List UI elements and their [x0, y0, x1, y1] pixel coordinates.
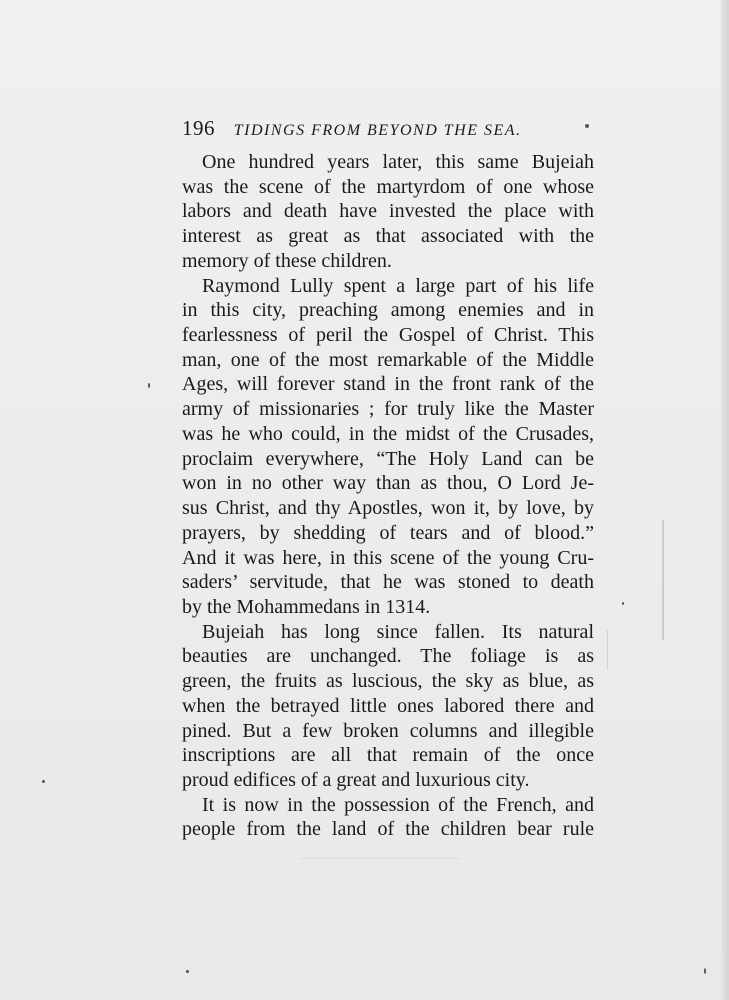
text-line: won in no other way than as thou, O Lord Je-	[182, 472, 594, 495]
text-line: pined. But a few broken columns and illegible	[182, 719, 594, 742]
text-line: was the scene of the martyrdom of one whose	[182, 175, 594, 198]
text-line: fearlessness of peril the Gospel of Christ. This	[182, 324, 594, 347]
body-text	[182, 150, 594, 842]
text-line: sus Christ, and thy Apostles, won it, by love, by	[182, 497, 594, 520]
dust-speck	[42, 780, 45, 783]
running-title: TIDINGS FROM BEYOND THE SEA.	[233, 122, 522, 139]
text-line: prayers, by shedding of tears and of blood.”	[182, 521, 594, 544]
page-number: 196	[182, 116, 215, 140]
dust-speck	[148, 383, 150, 388]
page-edge-shadow	[721, 0, 729, 1000]
text-line: inscriptions are all that remain of the once	[182, 744, 594, 767]
show-through-mark	[300, 858, 460, 859]
text-line: memory of these children.	[182, 249, 392, 272]
text-line: proud edifices of a great and luxurious city.	[182, 768, 530, 791]
text-line: Ages, will forever stand in the front rank of the	[182, 373, 594, 396]
text-line: Raymond Lully spent a large part of his life	[202, 274, 594, 297]
running-header	[182, 115, 602, 141]
text-line: people from the land of the children bear rule	[182, 818, 594, 841]
dust-speck	[585, 124, 589, 128]
show-through-mark	[607, 630, 608, 670]
dust-speck	[186, 970, 189, 973]
text-line: man, one of the most remarkable of the Middle	[182, 348, 594, 371]
dust-speck	[622, 602, 624, 605]
text-line: It is now in the possession of the French, and	[202, 793, 594, 816]
text-line: was he who could, in the midst of the Crusades,	[182, 422, 594, 445]
text-line: proclaim everywhere, “The Holy Land can be	[182, 447, 594, 470]
text-line: army of missionaries ; for truly like the Master	[182, 398, 594, 421]
text-line: in this city, preaching among enemies and in	[182, 299, 594, 322]
text-line: by the Mohammedans in 1314.	[182, 595, 431, 618]
text-line: One hundred years later, this same Bujeiah	[202, 151, 594, 173]
text-line: beauties are unchanged. The foliage is as	[182, 645, 594, 668]
show-through-mark	[662, 520, 664, 640]
text-line: labors and death have invested the place with	[182, 200, 594, 223]
text-line: Bujeiah has long since fallen. Its natural	[202, 620, 594, 643]
text-line: saders’ servitude, that he was stoned to death	[182, 571, 594, 594]
text-line: when the betrayed little ones labored there and	[182, 694, 594, 717]
text-line: And it was here, in this scene of the young Cru-	[182, 546, 594, 569]
text-line: green, the fruits as luscious, the sky as blue, as	[182, 670, 594, 693]
text-line: interest as great as that associated with the	[182, 225, 594, 248]
dust-speck	[704, 968, 706, 974]
